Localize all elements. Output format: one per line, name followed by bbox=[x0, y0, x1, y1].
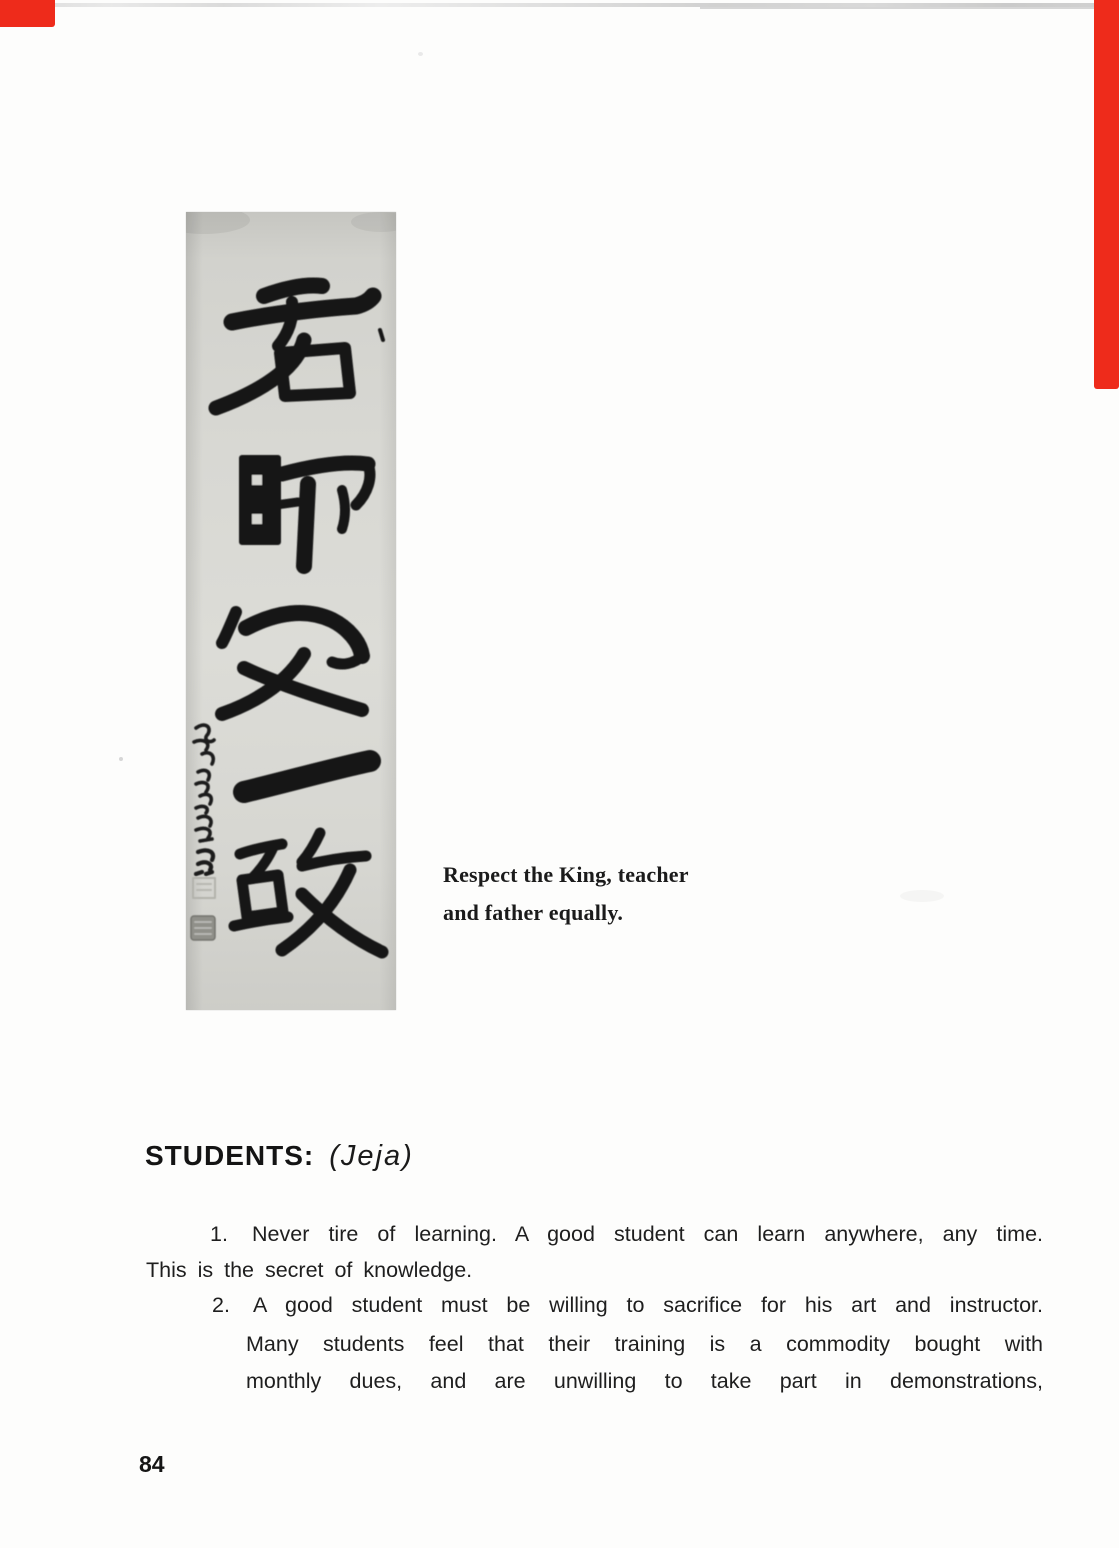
body-line-item2-continuation: Many students feel that their training is a commodity bought with bbox=[246, 1332, 1043, 1356]
body-text: A good student must be willing to sacrifice for his art and instructor. bbox=[253, 1293, 1043, 1317]
caption-line-2: and father equally. bbox=[443, 900, 624, 925]
scan-artifact-line bbox=[700, 7, 1119, 9]
section-heading bbox=[145, 1139, 414, 1173]
body-text: Never tire of learning. A good student can learn anywhere, any time. bbox=[252, 1222, 1043, 1246]
scan-smudge bbox=[900, 890, 944, 902]
calligraphy-photo bbox=[186, 212, 396, 1010]
section-heading-title: STUDENTS: bbox=[145, 1140, 315, 1171]
list-item-number: 1. bbox=[210, 1222, 228, 1246]
red-marker-top-left bbox=[0, 0, 55, 27]
caption-line-1: Respect the King, teacher bbox=[443, 862, 689, 887]
page-number: 84 bbox=[139, 1451, 165, 1477]
section-heading-subtitle: (Jeja) bbox=[329, 1140, 414, 1172]
photo-caption bbox=[443, 856, 689, 932]
red-marker-right-edge bbox=[1094, 0, 1119, 389]
body-line-item1-first bbox=[210, 1221, 1043, 1247]
body-line-item1-continuation: This is the secret of knowledge. bbox=[146, 1258, 473, 1282]
body-line-item2-first bbox=[212, 1292, 1043, 1318]
scan-speck bbox=[418, 52, 423, 56]
seal-stamp-lower bbox=[191, 916, 215, 940]
list-item-number: 2. bbox=[212, 1293, 230, 1317]
scan-speck bbox=[119, 757, 123, 761]
calligraphy-svg bbox=[186, 212, 396, 1010]
body-line-item2-continuation: monthly dues, and are unwilling to take part in demonstrations, bbox=[246, 1369, 1043, 1393]
